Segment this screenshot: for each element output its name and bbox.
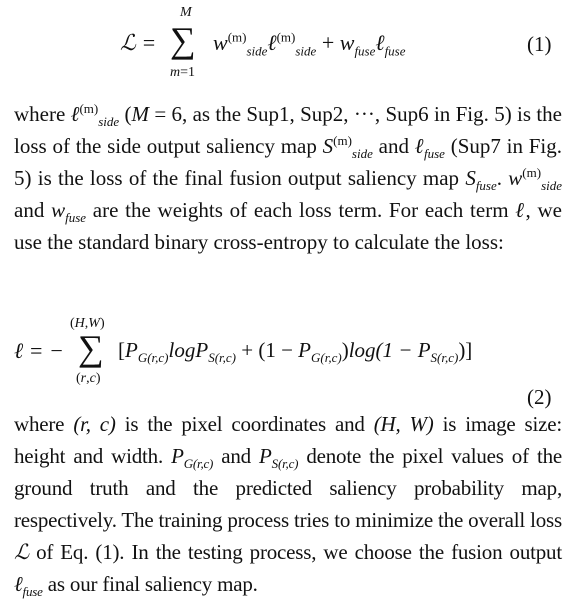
eq2-body: $[P_{G(r,c)}\log P_{S(r,c)} + (1 - P_{G(r,c)})\log(1 - P_{S(r,c)})]$: [118, 338, 473, 366]
eq2-sum-symbol: ∑: [78, 328, 104, 368]
eq1-sum-lower: m=1: [170, 65, 196, 80]
eq1-number: (1): [527, 32, 552, 56]
paragraph-2: [14, 408, 562, 600]
eq1-body: $w^{(m)}_{side}\ell^{(m)}_{side}$ + $w_{fuse}\ell_{fuse}$: [213, 29, 406, 59]
eq1-lhs: ℒ =: [120, 30, 157, 55]
eq2-lhs: ℓ = −: [14, 338, 64, 363]
eq2-sum-upper: (H,W): [70, 316, 105, 331]
paragraph-1-text: where ℓ$^{(m)}_{side}$ (M = 6, as the Sup1, Sup2, ···, Sup6 in Fig. 5) is the loss of the side output saliency map $S^{(m)}_{side}$ and ℓ$_{fuse}$ (Sup7 in Fig. 5) is the loss of the final fusion output saliency map $S_{fuse}$. $w^{(m)}_{side}$ and $w_{fuse}$ are the weights of each loss term. For each term ℓ, we use the standard binary cross-entropy to calculate the loss:: [14, 101, 563, 254]
eq1-sum-symbol: ∑: [170, 20, 196, 60]
paragraph-2-text: where (r, c) is the pixel coordinates and (H, W) is image size: height and width. $P_{G(r,c)}$ and $P_{S(r,c)}$ denote the pixel values of the ground truth and the predicted saliency probability map, respectively. The training process tries to minimize the overall loss ℒ of Eq. (1). In the testing process, we choose the fusion output ℓ$_{fuse}$ as our final saliency map.: [14, 412, 563, 600]
eq2-number: (2): [527, 385, 552, 409]
eq1-sum-upper: M: [180, 5, 192, 20]
eq2-sum-lower: (r,c): [76, 371, 101, 386]
paragraph-1: [14, 98, 562, 258]
